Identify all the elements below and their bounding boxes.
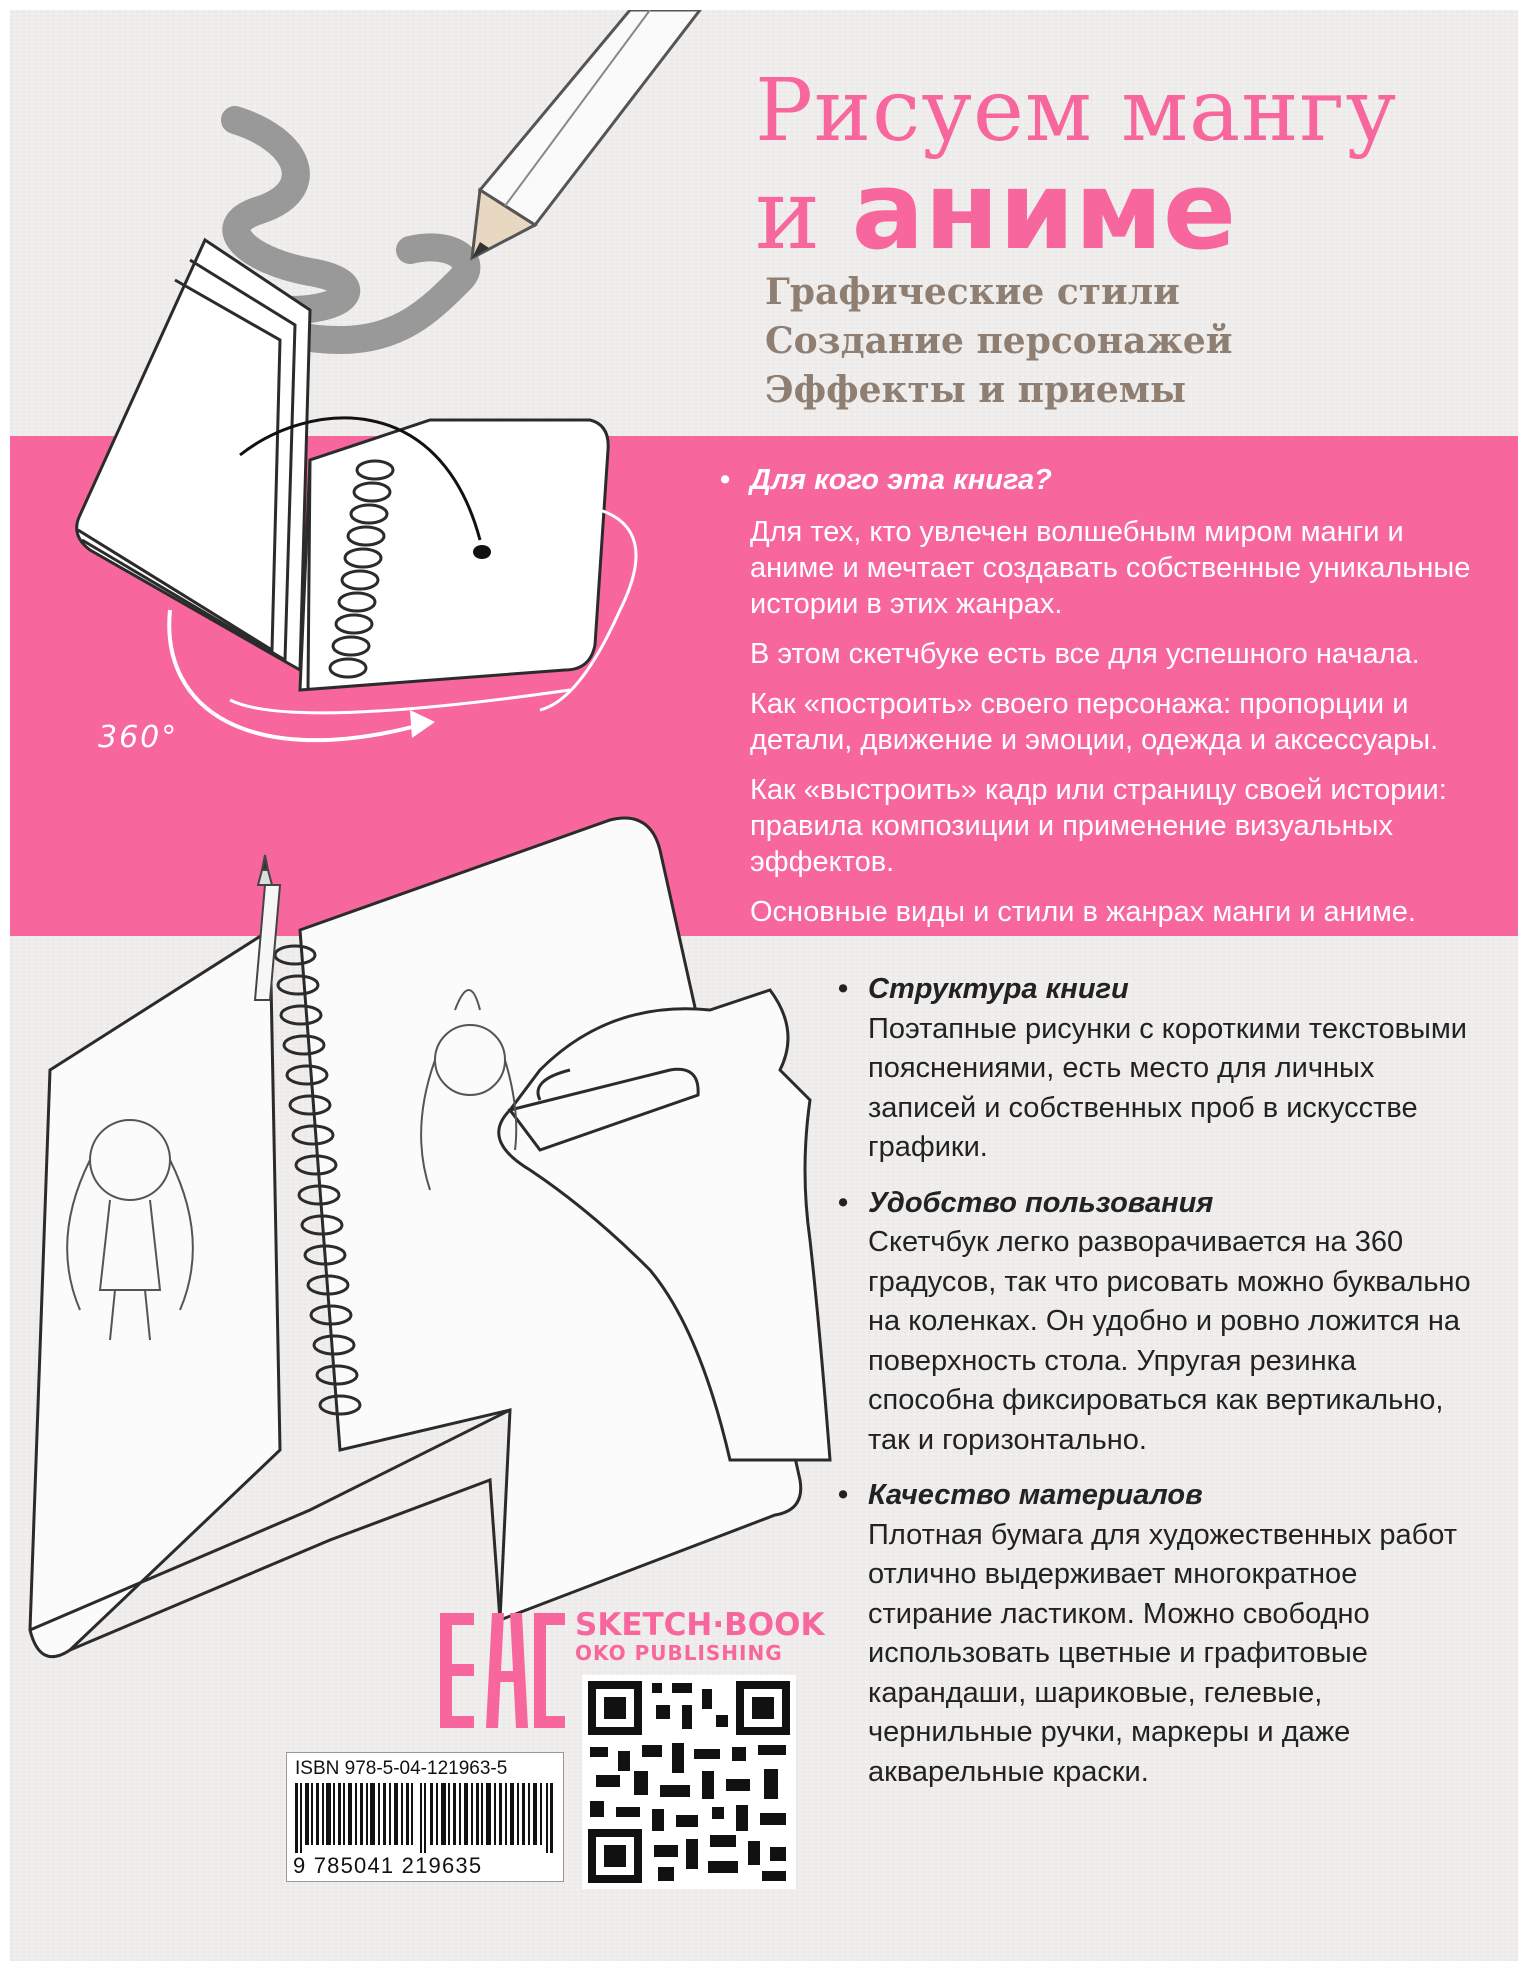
- audience-paragraph: Для тех, кто увлечен волшебным миром манги и аниме и мечтает создавать собственные уникальные истории в этих жанрах.: [750, 516, 1471, 620]
- notebook-sketch-top: [77, 240, 636, 713]
- audience-paragraph: В этом скетчбуке есть все для успешного начала.: [750, 638, 1420, 670]
- audience-paragraph: Как «выстроить» кадр или страницу своей истории: правила композиции и применение визуальных эффектов.: [750, 774, 1447, 878]
- brand-line-1: SKETCH·BOOK: [575, 1607, 825, 1643]
- feature-heading: • Структура книги: [868, 973, 1129, 1005]
- feature-item: [868, 970, 1488, 1168]
- feature-item: [868, 1476, 1488, 1792]
- feature-heading: • Удобство пользования: [868, 1186, 1214, 1219]
- audience-heading: • Для кого эта книга?: [750, 462, 1480, 498]
- feature-body: Скетчбук легко разворачивается на 360 градусов, так что рисовать можно буквально на коленках. Он удобно и ровно ложится на поверхность стола. Упругая резинка способна фиксироваться как вертикально, так и горизонтально.: [868, 1226, 1471, 1456]
- audience-paragraph: Как «построить» своего персонажа: пропорции и детали, движение и эмоции, одежда и аксессуары.: [750, 688, 1439, 756]
- feature-body: Поэтапные рисунки с короткими текстовыми пояснениями, есть место для личных записей и собственных проб в искусстве графики.: [868, 1012, 1468, 1163]
- title-line-2: [755, 149, 1397, 274]
- isbn-text: ISBN 978-5-04-121963-5: [295, 1758, 508, 1779]
- brand-line-2: OKO PUBLISHING: [575, 1641, 783, 1665]
- subtitle-item: Создание персонажей: [765, 320, 1233, 362]
- feature-list: [868, 970, 1488, 1808]
- publisher-brand: [575, 1607, 825, 1665]
- subtitle-item: Графические стили: [765, 271, 1180, 313]
- subtitle-list: [765, 268, 1232, 415]
- title-line-2-prefix: и: [755, 158, 821, 272]
- feature-heading: • Качество материалов: [868, 1479, 1203, 1511]
- audience-section: [750, 462, 1480, 944]
- title-line-2-main: аниме: [851, 149, 1237, 274]
- rotation-label: 360°: [98, 720, 179, 755]
- isbn-barcode: [286, 1752, 564, 1882]
- feature-body: Плотная бумага для художественных работ отлично выдерживает многократное стирание ластиком. Можно свободно использовать цветные и графитовые карандаши, шариковые, гелевые, чернильные ручки, маркеры и даже акварельные краски.: [868, 1518, 1458, 1788]
- ean-number: 9 785041 219635: [293, 1853, 483, 1878]
- qr-code-icon: [582, 1675, 796, 1889]
- eac-mark-icon: [440, 1613, 565, 1728]
- book-title: [755, 61, 1398, 274]
- book-back-cover: [10, 10, 1518, 1961]
- barcode-icon: [295, 1783, 555, 1853]
- feature-item: [868, 1184, 1488, 1461]
- small-pencil-icon: [255, 855, 280, 1000]
- subtitle-item: Эффекты и приемы: [765, 369, 1187, 411]
- pencil-icon: [472, 10, 700, 258]
- audience-paragraph: Основные виды и стили в жанрах манги и аниме.: [750, 896, 1416, 928]
- qr-code: [582, 1675, 796, 1889]
- title-line-1: Рисуем мангу: [755, 61, 1398, 161]
